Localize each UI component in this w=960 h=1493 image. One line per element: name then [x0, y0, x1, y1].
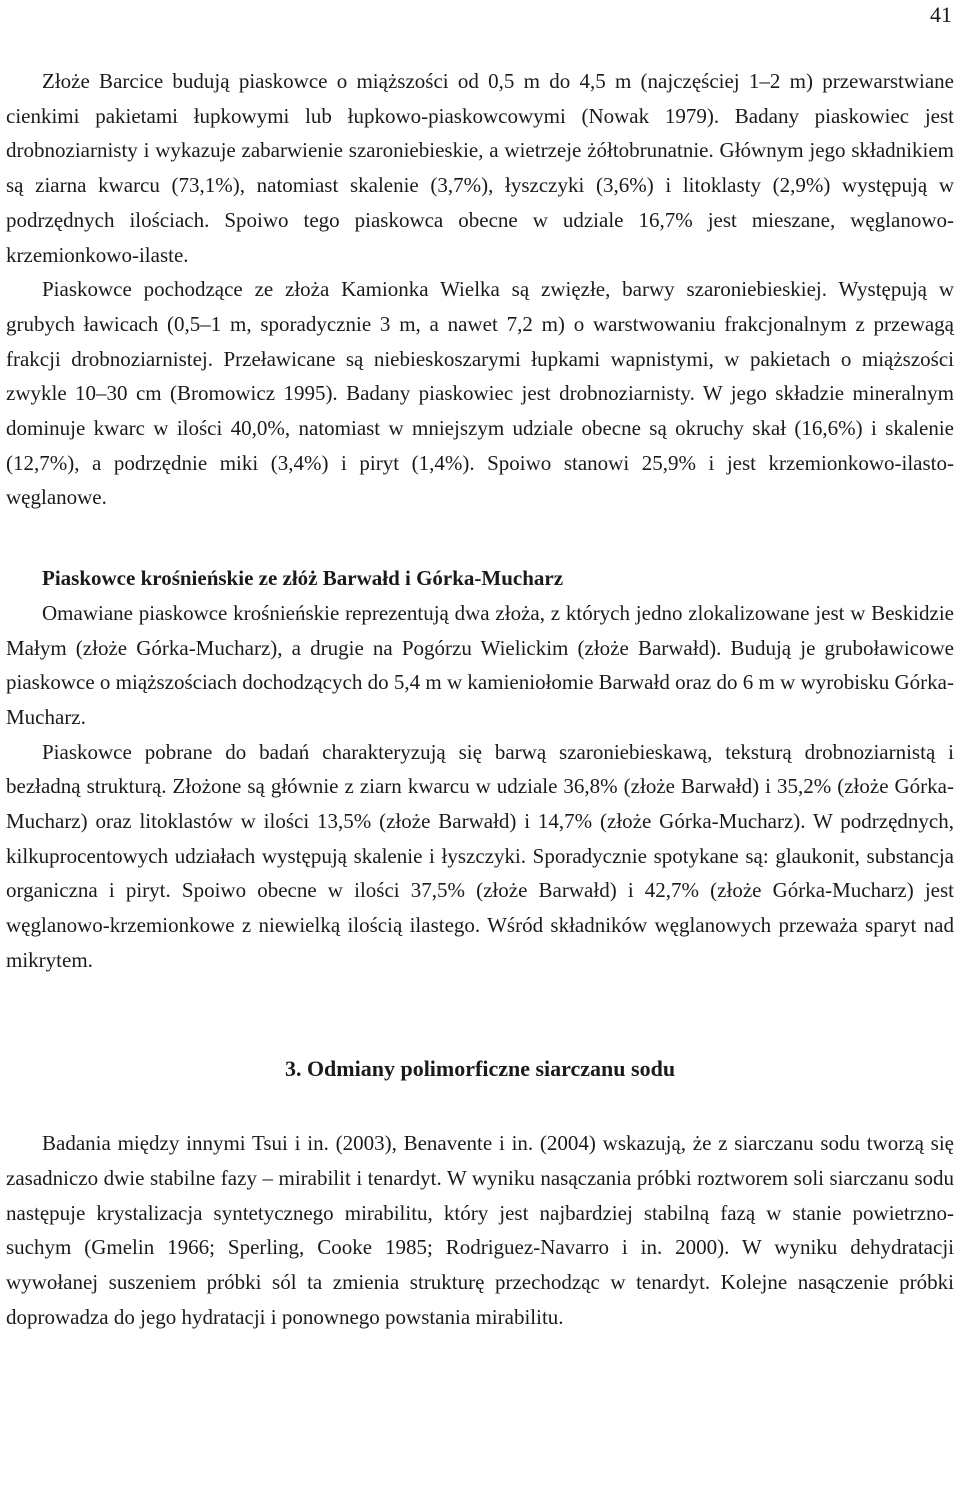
paragraph-krosno-deposits: Omawiane piaskowce krośnieńskie reprezentują dwa złoża, z których jedno zlokalizowane jest w Beskidzie Małym (złoże Górka-Mucharz), a drugie na Pogórzu Wielickim (złoże Barwałd). Budują je gruboławicowe piaskowce o miąższościach dochodzących do 5,4 m w kamieniołomie Barwałd oraz do 6 m w wyrobisku Górka-Mucharz. [6, 600, 954, 729]
page-number: 41 [930, 2, 952, 27]
section-heading: 3. Odmiany polimorficzne siarczanu sodu [284, 1055, 676, 1081]
paragraph-sodium-sulfate: Badania między innymi Tsui i in. (2003), Benavente i in. (2004) wskazują, że z siarczanu sodu tworzą się zasadniczo dwie stabilne fazy – mirabilit i tenardyt. W wyniku nasączania próbki roztworem soli siarczanu sodu następuje krystalizacja syntetycznego mirabilitu, który jest najbardziej stabilną fazą w stanie powietrzno-suchym (Gmelin 1966; Sperling, Cooke 1985; Rodriguez-Navarro i in. 2000). W wyniku dehydratacji wywołanej suszeniem próbki sól ta zmienia strukturę przechodząc w tenardyt. Kolejne nasączenie próbki doprowadza do jego hydratacji i ponownego powstania mirabilitu. [6, 1131, 954, 1329]
page-content [6, 64, 954, 1335]
subheading-krosno-sandstones: Piaskowce krośnieńskie ze złóż Barwałd i Górka-Mucharz [42, 566, 564, 591]
paragraph-krosno-composition: Piaskowce pobrane do badań charakteryzują się barwą szaroniebieskawą, teksturą drobnoziarnistą i bezładną strukturą. Złożone są głównie z ziarn kwarcu w udziale 36,8% (złoże Barwałd) i 35,2% (złoże Górka-Mucharz) oraz litoklastów w ilości 13,5% (złoże Barwałd) i 14,7% (złoże Górka-Mucharz). W podrzędnych, kilkuprocentowych udziałach występują skalenie i łyszczyki. Sporadycznie spotykane są: glaukonit, substancja organiczna i piryt. Spoiwo obecne w ilości 37,5% (złoże Barwałd) i 42,7% (złoże Górka-Mucharz) jest węglanowo-krzemionkowe z niewielką ilością ilastego. Wśród składników węglanowych przeważa sparyt nad mikrytem. [6, 739, 954, 972]
paragraph-kamionka-wielka: Piaskowce pochodzące ze złoża Kamionka Wielka są zwięzłe, barwy szaroniebieskiej. Występują w grubych ławicach (0,5–1 m, sporadycznie 3 m, a nawet 7,2 m) o warstwowaniu frakcjonalnym z przewagą frakcji drobnoziarnistej. Przeławicane są niebieskoszarymi łupkami wapnistymi, w pakietach o miąższości zwykle 10–30 cm (Bromowicz 1995). Badany piaskowiec jest drobnoziarnisty. W jego składzie mineralnym dominuje kwarc w ilości 40,0%, natomiast w mniejszym udziale obecne są okruchy skał (16,6%) i skalenie (12,7%), a podrzędnie miki (3,4%) i piryt (1,4%). Spoiwo stanowi 25,9% i jest krzemionkowo-ilasto-węglanowe. [6, 277, 954, 510]
paragraph-barcice: Złoże Barcice budują piaskowce o miąższości od 0,5 m do 4,5 m (najczęściej 1–2 m) przewarstwiane cienkimi pakietami łupkowymi lub łupkowo-piaskowcowymi (Nowak 1979). Badany piaskowiec jest drobnoziarnisty i wykazuje zabarwienie szaroniebieskie, a wietrzeje żółtobrunatnie. Głównym jego składnikiem są ziarna kwarcu (73,1%), natomiast skalenie (3,7%), łyszczyki (3,6%) i litoklasty (2,9%) występują w podrzędnych ilościach. Spoiwo tego piaskowca obecne w udziale 16,7% jest mieszane, węglanowo-krzemionkowo-ilaste. [6, 69, 954, 267]
